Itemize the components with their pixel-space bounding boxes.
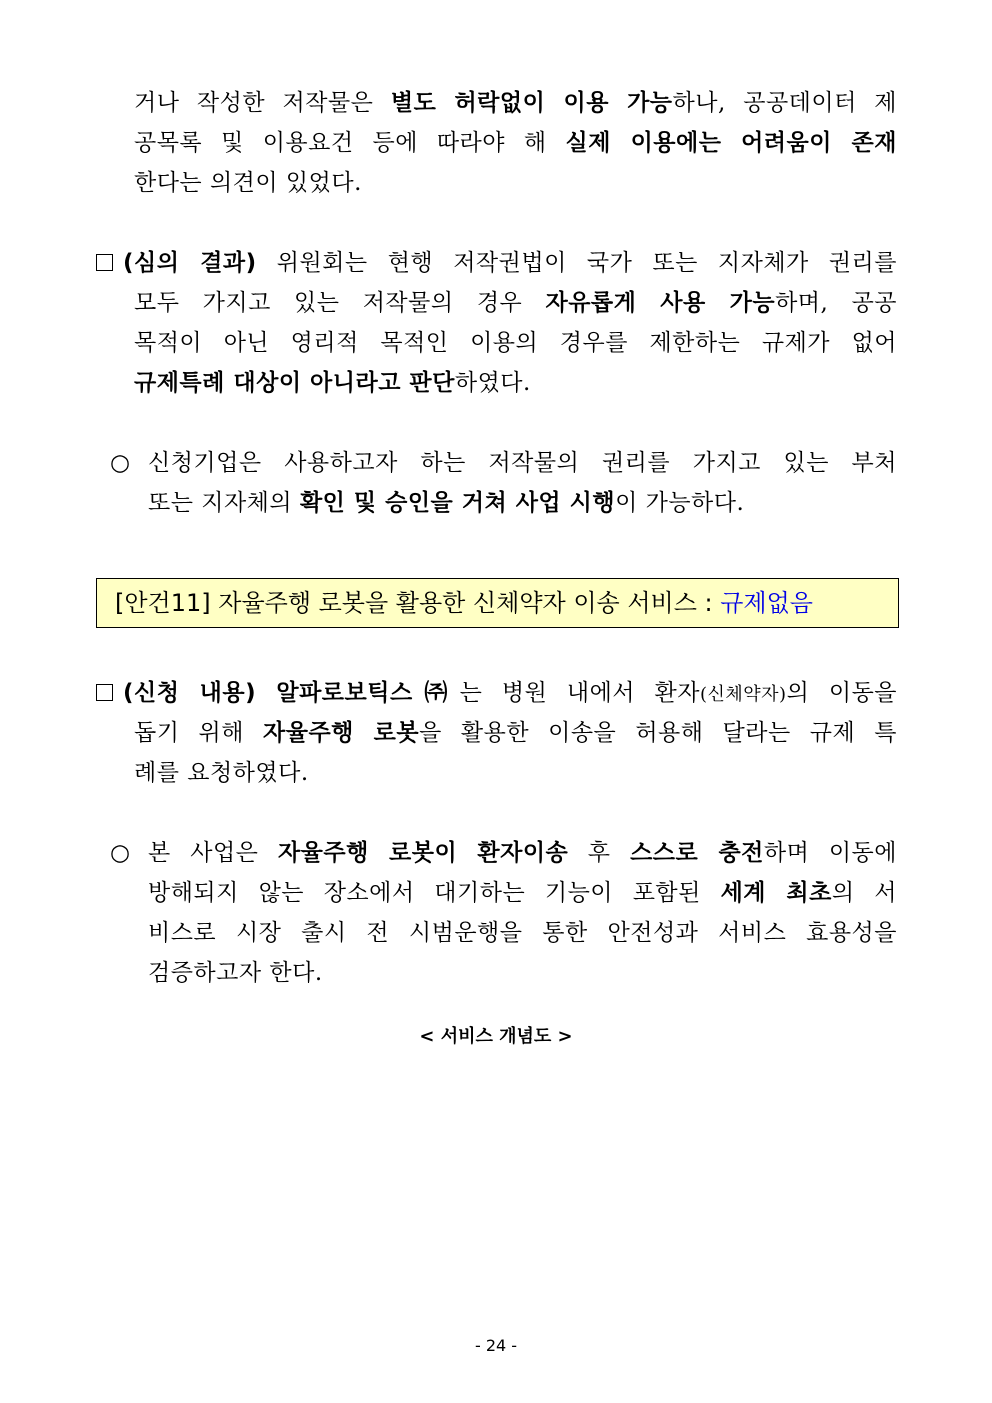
circle-bullet-icon: ○ <box>110 840 131 866</box>
p2-line1: (심의 결과) 위원회는 현행 저작권법이 국가 또는 지자체가 권리를 <box>96 248 897 278</box>
p2-line4: 규제특례 대상이 아니라고 판단하였다. <box>134 370 531 396</box>
p3-line1: ○ 신청기업은 사용하고자 하는 저작물의 권리를 가지고 있는 부처 <box>110 450 897 476</box>
p1-line2: 공목록 및 이용요건 등에 따라야 해 실제 이용에는 어려움이 존재 <box>134 130 897 156</box>
p1-line3: 한다는 의견이 있었다. <box>134 170 362 196</box>
p2-line2: 모두 가지고 있는 저작물의 경우 자유롭게 사용 가능하며, 공공 <box>134 290 898 316</box>
checkbox-square-icon <box>96 254 113 271</box>
p5-line4: 검증하고자 한다. <box>148 960 323 986</box>
checkbox-square-icon <box>96 684 113 701</box>
p1-line1: 거나 작성한 저작물은 별도 허락없이 이용 가능하나, 공공데이터 제 <box>134 90 897 116</box>
p4-line3: 례를 요청하였다. <box>134 760 309 786</box>
p3-line2: 또는 지자체의 확인 및 승인을 거쳐 사업 시행이 가능하다. <box>148 490 745 516</box>
agenda-title-box <box>96 578 899 628</box>
p4-line2: 돕기 위해 자율주행 로봇을 활용한 이송을 허용해 달라는 규제 특 <box>134 720 897 746</box>
agenda-result: 규제없음 <box>720 589 813 617</box>
p2-line3: 목적이 아닌 영리적 목적인 이용의 경우를 제한하는 규제가 없어 <box>134 330 897 356</box>
p5-line3: 비스로 시장 출시 전 시범운행을 통한 안전성과 서비스 효용성을 <box>148 920 897 946</box>
page-number: - 24 - <box>474 1336 518 1355</box>
figure-caption: < 서비스 개념도 > <box>419 1026 573 1047</box>
agenda-title: [안건11] 자율주행 로봇을 활용한 신체약자 이송 서비스 : <box>115 589 721 617</box>
p4-line1: (신청 내용) 알파로보틱스㈜는 병원 내에서 환자(신체약자)의 이동을 <box>96 678 897 710</box>
circle-bullet-icon: ○ <box>110 450 131 476</box>
p5-line1: ○ 본 사업은 자율주행 로봇이 환자이송 후 스스로 충전하며 이동에 <box>110 840 897 866</box>
p5-line2: 방해되지 않는 장소에서 대기하는 기능이 포함된 세계 최초의 서 <box>148 880 897 906</box>
